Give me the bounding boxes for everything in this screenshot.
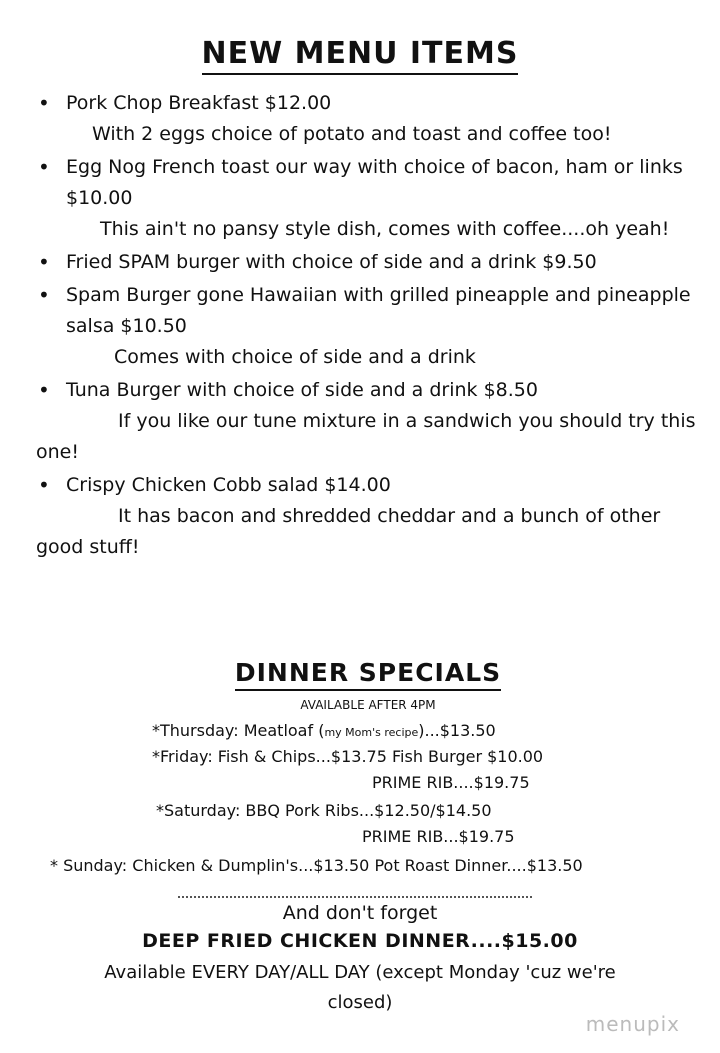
thursday-note: my Mom's recipe xyxy=(324,726,419,739)
item-description: With 2 eggs choice of potato and toast and coffee too! xyxy=(92,123,612,145)
item-line: Tuna Burger with choice of side and a drink $8.50 xyxy=(66,379,538,401)
item-line: Spam Burger gone Hawaiian with grilled pineapple and pineapple salsa $10.50 xyxy=(66,284,691,337)
dotted-divider xyxy=(178,896,532,898)
list-item xyxy=(36,152,696,245)
footer-chicken-dinner: DEEP FRIED CHICKEN DINNER....$15.00 xyxy=(142,930,578,952)
list-item xyxy=(36,247,696,278)
menu-item-list xyxy=(36,88,696,565)
item-description: If you like our tune mixture in a sandwich you should try this one! xyxy=(36,410,696,463)
thursday-label: *Thursday: Meatloaf ( xyxy=(152,721,325,740)
watermark-logo: menupix xyxy=(585,1012,680,1036)
bullet: • xyxy=(38,378,50,402)
special-friday: *Friday: Fish & Chips...$13.75 Fish Burger $10.00 xyxy=(152,747,544,766)
special-saturday-prime-rib: PRIME RIB...$19.75 xyxy=(362,827,515,846)
list-item xyxy=(36,280,696,373)
item-line: Crispy Chicken Cobb salad $14.00 xyxy=(66,474,391,496)
bullet: • xyxy=(38,155,50,179)
item-description: This ain't no pansy style dish, comes with coffee....oh yeah! xyxy=(100,218,670,240)
item-line: Egg Nog French toast our way with choice of bacon, ham or links $10.00 xyxy=(66,156,683,209)
footer-reminder: And don't forget xyxy=(282,902,438,924)
bullet: • xyxy=(38,283,50,307)
list-item xyxy=(36,470,696,563)
thursday-price: )...$13.50 xyxy=(418,721,496,740)
bullet: • xyxy=(38,250,50,274)
item-line: Pork Chop Breakfast $12.00 xyxy=(66,92,332,114)
dinner-specials-title xyxy=(0,658,720,687)
footer-availability: Available EVERY DAY/ALL DAY (except Monday 'cuz we're xyxy=(104,962,616,983)
special-friday-prime-rib: PRIME RIB....$19.75 xyxy=(372,773,530,792)
list-item xyxy=(36,375,696,468)
page-title-text: NEW MENU ITEMS xyxy=(202,36,519,75)
item-line: Fried SPAM burger with choice of side and a drink $9.50 xyxy=(66,251,597,273)
page-title xyxy=(0,36,720,71)
special-saturday: *Saturday: BBQ Pork Ribs...$12.50/$14.50 xyxy=(156,801,492,820)
item-description: Comes with choice of side and a drink xyxy=(114,346,476,368)
bullet: • xyxy=(38,91,50,115)
available-note: AVAILABLE AFTER 4PM xyxy=(300,698,436,712)
list-item xyxy=(36,88,696,150)
special-sunday: * Sunday: Chicken & Dumplin's...$13.50 Pot Roast Dinner....$13.50 xyxy=(50,856,583,875)
item-description: It has bacon and shredded cheddar and a bunch of other good stuff! xyxy=(36,505,661,558)
bullet: • xyxy=(38,473,50,497)
footer-closed: closed) xyxy=(327,992,393,1013)
special-thursday xyxy=(152,718,496,746)
dinner-specials-title-text: DINNER SPECIALS xyxy=(235,658,501,691)
